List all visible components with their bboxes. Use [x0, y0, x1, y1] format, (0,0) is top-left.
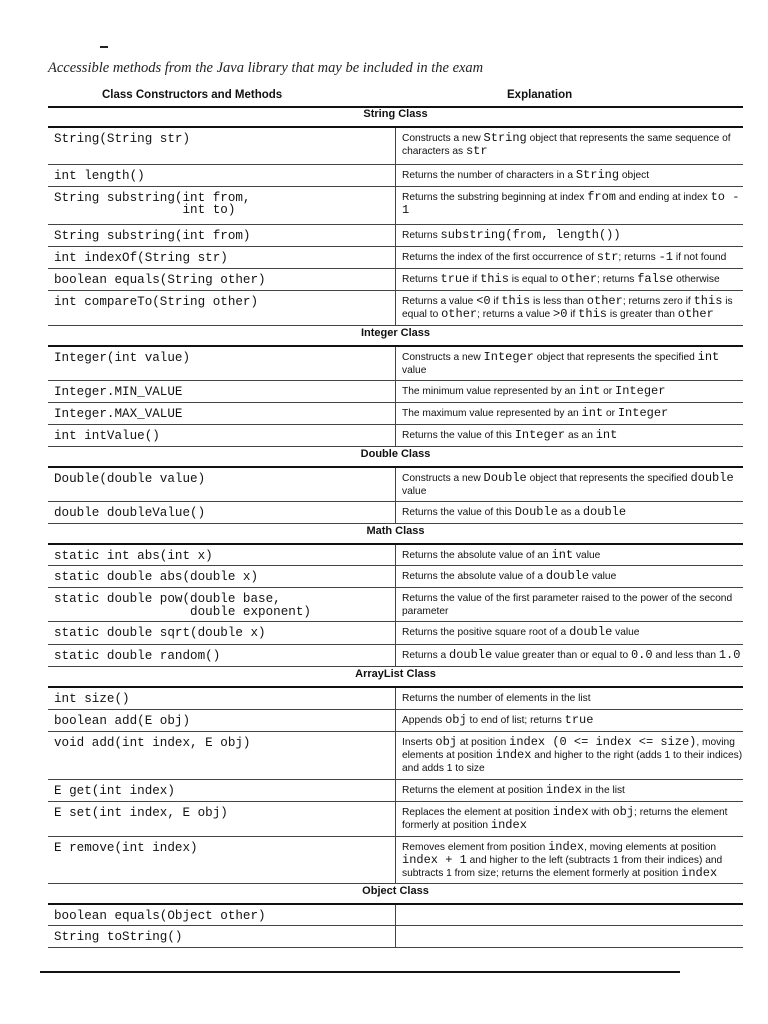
code-fragment: substring(from, length()) — [440, 227, 621, 242]
explanation-text: value — [402, 485, 427, 497]
explanation-text: if — [567, 308, 579, 320]
code-fragment: index — [545, 782, 582, 797]
explanation-text: and ending at index — [616, 191, 711, 203]
method-explanation — [396, 836, 744, 883]
code-fragment: int — [578, 383, 601, 398]
method-explanation — [396, 467, 744, 502]
explanation-text: and higher to the left (subtracts 1 from their indices) and subtracts 1 from size; returns the element formerly at position — [402, 854, 723, 879]
method-signature: E remove(int index) — [48, 836, 396, 883]
code-fragment: index + 1 — [402, 852, 467, 867]
section-title: Object Class — [48, 883, 743, 904]
method-explanation — [396, 801, 744, 836]
method-explanation — [396, 687, 744, 709]
explanation-text: The minimum value represented by an — [402, 385, 579, 397]
method-row — [48, 164, 743, 186]
explanation-text: if — [469, 273, 481, 285]
explanation-text: Returns the positive square root of a — [402, 627, 570, 638]
java-methods-table — [48, 107, 743, 948]
explanation-text: is greater than — [606, 308, 678, 320]
method-signature: int indexOf(String str) — [48, 246, 396, 268]
explanation-text: is equal to — [402, 295, 733, 320]
code-fragment: to - 1 — [402, 189, 740, 217]
explanation-text: value — [573, 549, 601, 561]
method-row — [48, 544, 743, 566]
explanation-text: is less than — [530, 295, 587, 307]
explanation-text: object — [619, 169, 650, 181]
explanation-text: , moving elements at position — [584, 841, 717, 853]
explanation-text: in the list — [581, 784, 625, 796]
top-dash-mark — [100, 46, 108, 48]
explanation-text: or — [603, 407, 618, 419]
method-explanation — [396, 731, 744, 779]
code-fragment: this — [693, 293, 723, 308]
explanation-text: Returns — [402, 273, 441, 285]
method-explanation — [396, 424, 744, 446]
method-signature: static double pow(double base, double exponent) — [48, 588, 396, 622]
code-fragment: double — [582, 504, 627, 519]
explanation-text: Returns the index of the first occurrence of — [402, 251, 597, 263]
code-fragment: other — [586, 293, 623, 308]
explanation-text: , moving elements at position — [402, 736, 735, 761]
method-explanation — [396, 779, 744, 801]
method-signature: Double(double value) — [48, 467, 396, 502]
explanation-text: ; returns the element formerly at position — [402, 806, 728, 831]
explanation-text: ; returns — [618, 251, 659, 263]
code-fragment: obj — [445, 712, 467, 727]
explanation-text: ; returns — [597, 273, 638, 285]
explanation-text: object that represents the same sequence of characters as — [402, 133, 731, 157]
section-header-row — [48, 325, 743, 346]
method-signature: static double sqrt(double x) — [48, 622, 396, 645]
method-signature: static double abs(double x) — [48, 566, 396, 588]
code-fragment: Integer — [617, 405, 669, 420]
section-title: ArrayList Class — [48, 667, 743, 688]
method-row — [48, 186, 743, 224]
method-row — [48, 801, 743, 836]
code-fragment: false — [637, 271, 674, 286]
code-fragment: >0 — [553, 306, 568, 321]
method-signature: int size() — [48, 687, 396, 709]
method-signature: int compareTo(String other) — [48, 290, 396, 325]
method-row — [48, 424, 743, 446]
explanation-text: Returns the value of this — [402, 429, 515, 441]
method-signature: boolean equals(String other) — [48, 268, 396, 290]
method-row — [48, 501, 743, 523]
code-fragment: <0 — [476, 293, 491, 308]
section-header-row — [48, 446, 743, 467]
code-fragment: this — [578, 306, 607, 321]
section-header-row — [48, 107, 743, 127]
method-signature: double doubleValue() — [48, 501, 396, 523]
method-row — [48, 224, 743, 246]
code-fragment: int — [595, 427, 618, 442]
method-explanation — [396, 588, 744, 622]
code-fragment: other — [441, 306, 478, 321]
code-fragment: this — [501, 293, 531, 308]
code-fragment: Integer — [615, 383, 666, 398]
method-explanation — [396, 544, 744, 566]
method-explanation — [396, 246, 744, 268]
explanation-text: Replaces the element at position — [402, 806, 553, 818]
explanation-text: with — [588, 806, 613, 818]
explanation-text: Returns the number of characters in a — [402, 169, 576, 181]
method-row — [48, 402, 743, 424]
explanation-text: ; returns a value — [477, 308, 553, 320]
method-row — [48, 268, 743, 290]
code-fragment: int — [697, 349, 720, 364]
code-fragment: true — [440, 271, 470, 286]
section-title: String Class — [48, 107, 743, 127]
explanation-text: if — [490, 295, 502, 307]
method-row — [48, 836, 743, 883]
code-fragment: this — [480, 271, 509, 286]
method-signature: String substring(int from) — [48, 224, 396, 246]
method-explanation — [396, 186, 744, 224]
method-row — [48, 687, 743, 709]
explanation-text: Constructs a new — [402, 351, 484, 363]
explanation-text: Inserts — [402, 736, 436, 748]
explanation-text: Returns the absolute value of an — [402, 549, 552, 561]
explanation-text: as a — [557, 506, 583, 518]
explanation-text: Removes element from position — [402, 841, 549, 853]
method-signature: E get(int index) — [48, 779, 396, 801]
code-fragment: int — [581, 405, 604, 420]
method-row — [48, 779, 743, 801]
method-row — [48, 588, 743, 622]
method-explanation — [396, 645, 744, 667]
method-signature: boolean add(E obj) — [48, 709, 396, 731]
code-fragment: String — [575, 167, 620, 182]
method-signature: int intValue() — [48, 424, 396, 446]
method-signature: String substring(int from, int to) — [48, 186, 396, 224]
method-row — [48, 467, 743, 502]
method-row — [48, 709, 743, 731]
method-explanation — [396, 622, 744, 645]
explanation-text: value — [612, 627, 640, 638]
code-fragment: -1 — [658, 249, 674, 264]
code-fragment: 1.0 — [718, 648, 741, 662]
explanation-text: and less than — [652, 650, 719, 661]
method-row — [48, 127, 743, 164]
method-explanation — [396, 290, 744, 325]
method-row — [48, 246, 743, 268]
code-fragment: double — [545, 569, 590, 583]
code-fragment: int — [551, 547, 574, 562]
code-fragment: Double — [483, 470, 527, 485]
table-body — [48, 107, 743, 948]
explanation-text: The maximum value represented by an — [402, 407, 582, 419]
section-title: Integer Class — [48, 325, 743, 346]
code-fragment: other — [677, 306, 714, 321]
method-signature: String(String str) — [48, 127, 396, 164]
method-explanation — [396, 346, 744, 381]
method-row — [48, 622, 743, 645]
code-fragment: index — [495, 747, 532, 762]
code-fragment: double — [569, 625, 613, 639]
section-header-row — [48, 883, 743, 904]
method-explanation — [396, 709, 744, 731]
code-fragment: Integer — [514, 427, 566, 442]
code-fragment: index — [681, 865, 718, 880]
code-fragment: obj — [435, 734, 458, 749]
explanation-text: Returns the value of the first parameter raised to the power of the second parameter — [402, 593, 733, 617]
method-signature: E set(int index, E obj) — [48, 801, 396, 836]
method-explanation — [396, 904, 744, 926]
method-row — [48, 904, 743, 926]
code-fragment: index (0 <= index <= size) — [509, 734, 697, 749]
explanation-text: if not found — [673, 251, 727, 263]
method-row — [48, 731, 743, 779]
page-title: Accessible methods from the Java library that may be included in the exam — [48, 60, 484, 76]
method-signature: void add(int index, E obj) — [48, 731, 396, 779]
code-fragment: double — [449, 648, 493, 662]
code-fragment: double — [690, 470, 734, 485]
method-signature: Integer(int value) — [48, 346, 396, 381]
code-fragment: true — [564, 712, 594, 727]
explanation-text: value — [589, 571, 617, 582]
explanation-text: Returns — [402, 229, 441, 241]
code-fragment: index — [548, 839, 585, 854]
code-fragment: 0.0 — [630, 648, 653, 662]
code-fragment: other — [561, 271, 598, 286]
code-fragment: Double — [514, 504, 558, 519]
method-row — [48, 290, 743, 325]
explanation-text: to end of list; returns — [466, 714, 565, 726]
explanation-text: Returns the element at position — [402, 784, 546, 796]
explanation-text: Returns a — [402, 650, 449, 661]
explanation-text: Appends — [402, 714, 446, 726]
method-row — [48, 346, 743, 381]
method-explanation — [396, 926, 744, 948]
method-explanation — [396, 268, 744, 290]
method-explanation — [396, 380, 744, 402]
explanation-text: and higher to the right (adds 1 to their indices) and adds 1 to size — [402, 749, 743, 774]
method-signature: Integer.MAX_VALUE — [48, 402, 396, 424]
explanation-text: Returns the value of this — [402, 506, 515, 518]
method-signature: String toString() — [48, 926, 396, 948]
code-fragment: str — [596, 249, 619, 264]
column-header-methods: Class Constructors and Methods — [102, 89, 283, 101]
explanation-text: is equal to — [508, 273, 562, 285]
code-fragment: str — [465, 144, 488, 158]
method-signature: Integer.MIN_VALUE — [48, 380, 396, 402]
method-signature: static int abs(int x) — [48, 544, 396, 566]
explanation-text: as an — [565, 429, 596, 441]
explanation-text: Returns the number of elements in the list — [402, 693, 591, 704]
explanation-text: Returns the absolute value of a — [402, 571, 546, 582]
footer-rule — [40, 971, 680, 973]
explanation-text: Constructs a new — [402, 133, 484, 144]
explanation-text: ; returns zero if — [622, 295, 694, 307]
explanation-text: object that represents the specified — [526, 472, 691, 484]
code-fragment: index — [490, 817, 527, 832]
explanation-text: Constructs a new — [402, 472, 484, 484]
section-title: Double Class — [48, 446, 743, 467]
method-explanation — [396, 127, 744, 164]
explanation-text: Returns a value — [402, 295, 477, 307]
section-header-row — [48, 667, 743, 688]
code-fragment: index — [552, 804, 589, 819]
code-fragment: Integer — [483, 349, 534, 364]
method-signature: int length() — [48, 164, 396, 186]
method-row — [48, 926, 743, 948]
code-fragment: obj — [612, 804, 635, 819]
code-fragment: from — [587, 189, 617, 204]
section-header-row — [48, 523, 743, 544]
method-signature: boolean equals(Object other) — [48, 904, 396, 926]
code-fragment: String — [483, 131, 527, 145]
explanation-text: or — [600, 385, 616, 397]
explanation-text: value greater than or equal to — [492, 650, 631, 661]
explanation-text: at position — [457, 736, 510, 748]
column-header-explanation: Explanation — [507, 89, 573, 101]
explanation-text: value — [402, 364, 427, 376]
method-signature: static double random() — [48, 645, 396, 667]
method-explanation — [396, 566, 744, 588]
section-title: Math Class — [48, 523, 743, 544]
method-explanation — [396, 224, 744, 246]
method-row — [48, 380, 743, 402]
method-explanation — [396, 402, 744, 424]
method-row — [48, 566, 743, 588]
method-row — [48, 645, 743, 667]
explanation-text: otherwise — [673, 273, 720, 285]
method-explanation — [396, 164, 744, 186]
explanation-text: Returns the substring beginning at index — [402, 191, 588, 203]
method-explanation — [396, 501, 744, 523]
explanation-text: object that represents the specified — [533, 351, 698, 363]
